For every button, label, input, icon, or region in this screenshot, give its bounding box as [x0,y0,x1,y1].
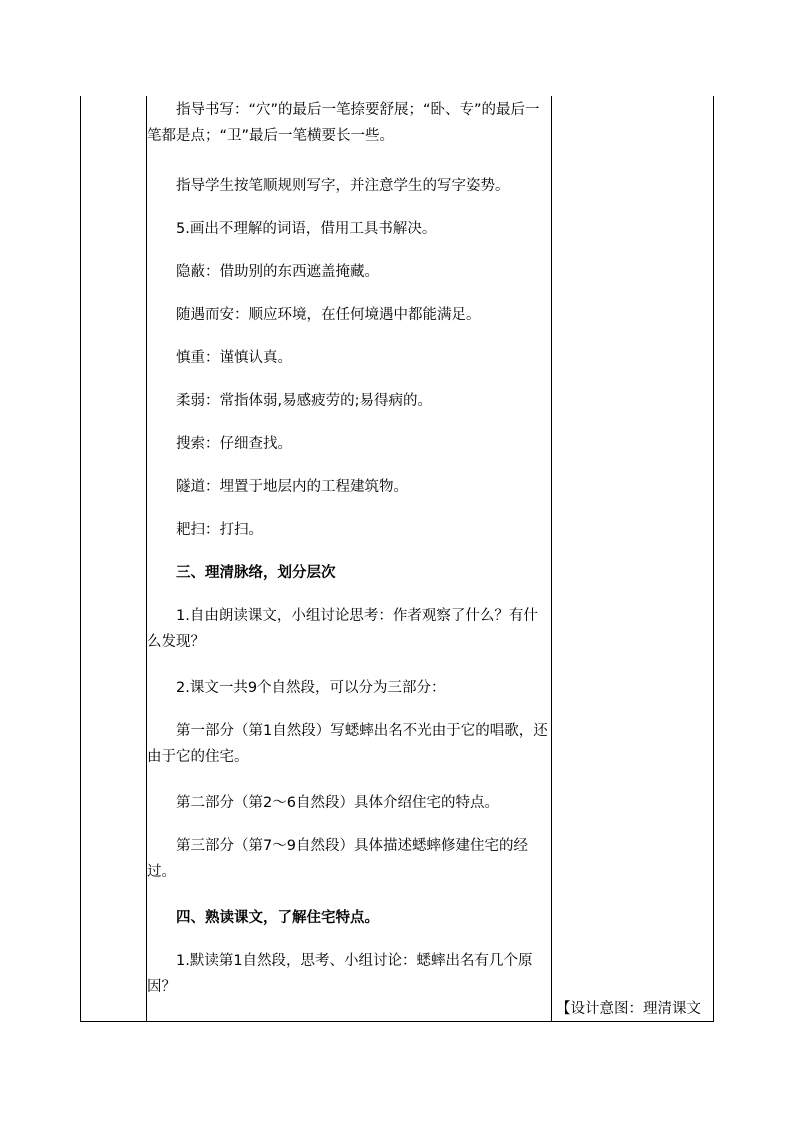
table-column-divider-2 [551,96,552,1022]
vocab-item: 搜索：仔细查找。 [176,436,292,452]
vocab-item: 耙扫：打扫。 [176,522,263,538]
paragraph-three-parts: 2.课文一共9个自然段，可以分为三部分： [176,680,446,696]
paragraph-part-one: 第一部分（第1自然段）写蟋蟀出名不光由于它的唱歌，还由于它的住宅。 [147,723,548,765]
paragraph-vocab-task: 5.画出不理解的词语，借用工具书解决。 [176,221,437,237]
paragraph-read-discuss: 1.自由朗读课文，小组讨论思考：作者观察了什么？有什么发现？ [147,608,538,650]
vocab-item: 柔弱：常指体弱,易感疲劳的;易得病的。 [176,393,432,409]
table-border-right [713,96,714,1022]
vocab-item: 隐蔽：借助别的东西遮盖掩藏。 [176,264,379,280]
vocab-item: 慎重：谨慎认真。 [176,350,292,366]
design-intent-note: 【设计意图：理清课文 [556,1001,701,1017]
paragraph-part-two: 第二部分（第2～6自然段）具体介绍住宅的特点。 [176,795,499,811]
paragraph-part-three: 第三部分（第7～9自然段）具体描述蟋蟀修建住宅的经过。 [147,838,528,880]
paragraph-read-first: 1.默读第1自然段，思考、小组讨论：蟋蟀出名有几个原因？ [147,953,533,995]
section-heading-structure: 三、理清脉络，划分层次 [176,565,336,581]
table-bottom-border [80,1021,713,1022]
table-border-left [80,96,81,1022]
vocab-item: 随遇而安：顺应环境，在任何境遇中都能满足。 [176,307,481,323]
paragraph-writing-guidance: 指导书写：“穴”的最后一笔捺要舒展；“卧、专”的最后一笔都是点；“卫”最后一笔横要长一些。 [147,102,540,144]
vocab-item: 隧道：埋置于地层内的工程建筑物。 [176,479,408,495]
section-heading-features: 四、熟读课文，了解住宅特点。 [176,910,379,926]
paragraph-stroke-order: 指导学生按笔顺规则写字，并注意学生的写字姿势。 [176,178,510,194]
